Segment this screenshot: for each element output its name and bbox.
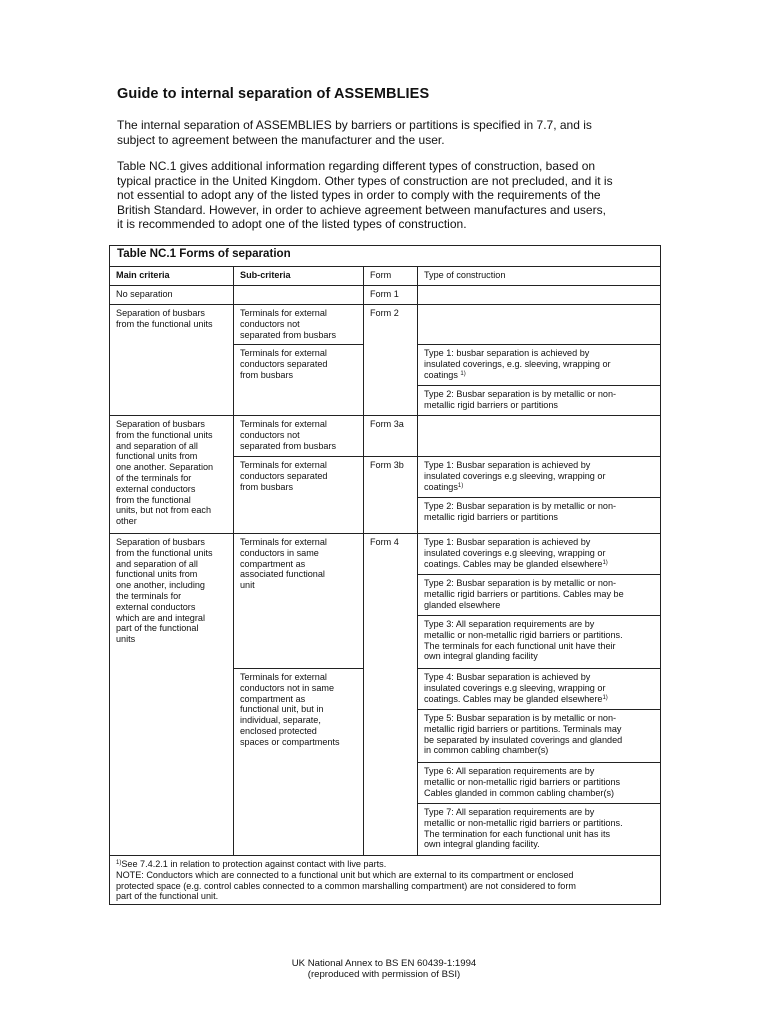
type-cell: Type 3: All separation requirements are by metallic or non-metallic rigid barriers or partitions. The terminals for each functional unit have their own integral glanding facility: [418, 616, 661, 669]
footer-line: (reproduced with permission of BSI): [307, 969, 461, 980]
text-line: it is recommended to adopt one of the listed types of construction.: [117, 217, 467, 232]
main-criteria-cell: Separation of busbars from the functional units and separation of all functional units from one another, including the terminals for external conductors which are and integral part of the functional units: [110, 534, 234, 856]
intro-paragraph-1: [117, 118, 647, 147]
form-cell: Form 1: [364, 286, 418, 305]
text-line: typical practice in the United Kingdom. Other types of construction are not precluded, and it is: [117, 173, 613, 188]
type-cell: Type 2: Busbar separation is by metallic or non- metallic rigid barriers or partitions. Cables may be glanded elsewhere: [418, 575, 661, 616]
footnote-mark: 1): [457, 482, 464, 489]
text-line: The internal separation of ASSEMBLIES by barriers or partitions is specified in 7.7, and is: [117, 118, 592, 132]
table-caption-row: [110, 246, 661, 267]
sub-criteria-cell: Terminals for external conductors separated from busbars: [234, 345, 364, 416]
header-main-criteria: Main criteria: [110, 267, 234, 286]
page-footer: [0, 958, 768, 980]
page-title: Guide to internal separation of ASSEMBLIES: [117, 86, 430, 102]
main-criteria-cell: Separation of busbars from the functional units: [110, 305, 234, 416]
header-form: Form: [364, 267, 418, 286]
table-header-row: [110, 267, 661, 286]
note-line: protected space (e.g. control cables connected to a common marshalling compartment) are not considered to form: [116, 880, 576, 891]
main-criteria-cell: No separation: [110, 286, 234, 305]
form-cell: Form 3a: [364, 416, 418, 457]
type-cell: Type 5: Busbar separation is by metallic or non- metallic rigid barriers or partitions. Terminals may be separated by insulated coverings and glanded in common cabling chamber(s): [418, 710, 661, 763]
type-cell: [418, 416, 661, 457]
table-row: [110, 286, 661, 305]
type-cell: Type 1: Busbar separation is achieved by insulated coverings e.g sleeving, wrapping or coatings$^{1)}$: [418, 457, 661, 498]
type-cell: Type 2: Busbar separation is by metallic or non- metallic rigid barriers or partitions: [418, 498, 661, 534]
footnote-mark: 1): [116, 860, 122, 866]
table-notes-row: [110, 856, 661, 905]
table-caption: Table NC.1 Forms of separation: [110, 246, 661, 267]
header-sub-criteria: Sub-criteria: [234, 267, 364, 286]
table-row: [110, 534, 661, 575]
type-cell: Type 2: Busbar separation is by metallic or non- metallic rigid barriers or partitions: [418, 386, 661, 416]
main-criteria-cell: Separation of busbars from the functional units and separation of all functional units from one another. Separation of the terminals for external conductors from the functional units, but not from each other: [110, 416, 234, 534]
header-type-of-construction: Type of construction: [418, 267, 661, 286]
type-cell: [418, 305, 661, 345]
type-cell: Type 7: All separation requirements are by metallic or non-metallic rigid barriers or partitions. The termination for each functional unit has its own integral glanding facility.: [418, 804, 661, 856]
note-line: part of the functional unit.: [116, 891, 219, 902]
table-row: [110, 416, 661, 457]
table-row: [110, 305, 661, 345]
text-line: Table NC.1 gives additional information regarding different types of construction, based on: [117, 159, 596, 173]
form-cell: Form 2: [364, 305, 418, 416]
sub-criteria-cell: [234, 286, 364, 305]
note-line: NOTE: Conductors which are connected to a functional unit but which are external to its compartment or enclosed: [116, 869, 574, 880]
sub-criteria-cell: Terminals for external conductors in same compartment as associated functional unit: [234, 534, 364, 669]
footnote-mark: 1): [602, 559, 608, 566]
forms-of-separation-table: [109, 245, 661, 905]
sub-criteria-cell: Terminals for external conductors not separated from busbars: [234, 416, 364, 457]
text-line: British Standard. However, in order to achieve agreement between manufactures and users,: [117, 202, 606, 217]
footnote-mark: 1): [460, 370, 466, 377]
text-line: subject to agreement between the manufacturer and the user.: [117, 132, 445, 147]
sub-criteria-cell: Terminals for external conductors not in same compartment as functional unit, but in individual, separate, enclosed protected spaces or compartments: [234, 669, 364, 856]
sub-criteria-cell: Terminals for external conductors not separated from busbars: [234, 305, 364, 345]
text-line: not essential to adopt any of the listed types in order to comply with the requirements of the: [117, 188, 601, 203]
type-cell: Type 4: Busbar separation is achieved by insulated coverings e.g sleeving, wrapping or coatings. Cables may be glanded elsewhere$^{1)}$: [418, 669, 661, 710]
form-cell: Form 4: [364, 534, 418, 856]
footnote-text: See 7.4.2.1 in relation to protection against contact with live parts.: [121, 859, 387, 869]
form-cell: Form 3b: [364, 457, 418, 534]
footnote-mark: 1): [602, 694, 608, 701]
sub-criteria-cell: Terminals for external conductors separated from busbars: [234, 457, 364, 534]
intro-paragraph-2: [117, 159, 647, 232]
type-cell: Type 1: busbar separation is achieved by insulated coverings, e.g. sleeving, wrapping or coatings $^{1)}$: [418, 345, 661, 386]
table-notes: [110, 856, 661, 905]
footer-line: UK National Annex to BS EN 60439-1:1994: [291, 958, 477, 969]
type-cell: Type 1: Busbar separation is achieved by insulated coverings e.g sleeving, wrapping or coatings. Cables may be glanded elsewhere$^{1)}$: [418, 534, 661, 575]
type-cell: [418, 286, 661, 305]
type-cell: Type 6: All separation requirements are by metallic or non-metallic rigid barriers or partitions Cables glanded in common cabling chamber(s): [418, 763, 661, 804]
